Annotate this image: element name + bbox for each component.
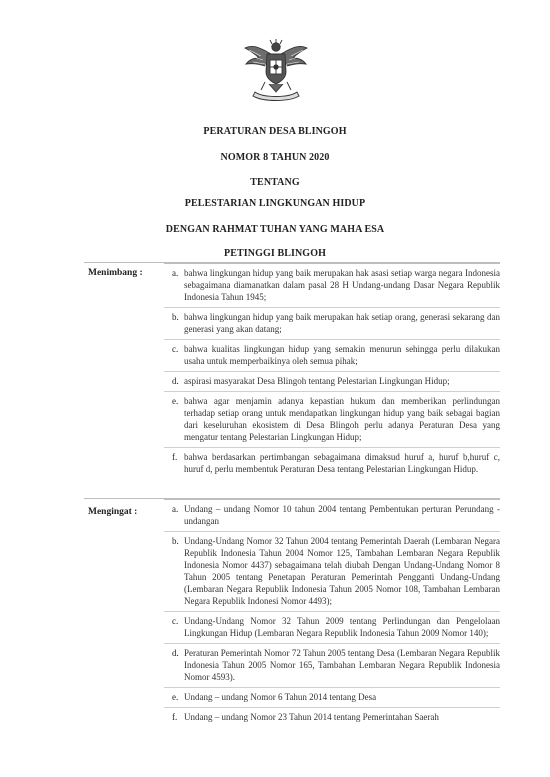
- item-text: bahwa agar menjamin adanya kepastian hukum dan memberikan perlindungan terhadap setiap orang untuk mendapatkan lingkungan hidup yang baik sebagai bagian dari keseluruhan ekosistem di Desa Blingoh perlu adanya Peraturan Desa yang mengatur tentang Pelestarian Lingkungan Hidup;: [184, 396, 500, 442]
- menimbang-list: [164, 263, 500, 479]
- item-letter: c.: [172, 344, 179, 354]
- item-letter: f.: [172, 712, 178, 722]
- mengingat-label: Mengingat :: [88, 507, 138, 517]
- item-letter: a.: [172, 504, 179, 514]
- item-letter: b.: [172, 312, 179, 322]
- menimbang-label: Menimbang :: [88, 268, 143, 278]
- grace-heading: DENGAN RAHMAT TUHAN YANG MAHA ESA: [165, 224, 385, 235]
- item-letter: e.: [172, 396, 179, 406]
- item-letter: c.: [172, 616, 179, 626]
- list-item: [164, 447, 500, 479]
- item-letter: b.: [172, 536, 179, 546]
- garuda-emblem-icon: [241, 38, 311, 102]
- list-item: [164, 643, 500, 687]
- item-text: Undang-Undang Nomor 32 Tahun 2009 tentang Perlindungan dan Pengelolaan Lingkungan Hidup (Lembaran Negara Republik Indonesia Tahun 2009 Nomor 140);: [184, 616, 500, 638]
- item-text: Undang – undang Nomor 23 Tahun 2014 tentang Pemerintahan Saerah: [184, 712, 439, 722]
- list-item: [164, 687, 500, 707]
- item-letter: f.: [172, 452, 178, 462]
- list-item: [164, 371, 500, 391]
- list-item: [164, 499, 500, 531]
- list-item: [164, 307, 500, 339]
- list-item: [164, 531, 500, 611]
- list-item: [164, 263, 500, 307]
- regulation-title: PERATURAN DESA BLINGOH: [203, 126, 347, 137]
- item-letter: d.: [172, 376, 179, 386]
- list-item: [164, 339, 500, 371]
- regulation-subject: PELESTARIAN LINGKUNGAN HIDUP: [184, 198, 366, 209]
- item-text: bahwa lingkungan hidup yang baik merupakan hak setiap orang, generasi sekarang dan generasi yang akan datang;: [184, 312, 500, 334]
- regulation-number: NOMOR 8 TAHUN 2020: [220, 152, 330, 163]
- item-text: Undang – undang Nomor 6 Tahun 2014 tentang Desa: [184, 692, 377, 702]
- item-text: Undang-Undang Nomor 32 Tahun 2004 tentang Pemerintah Daerah (Lembaran Negara Republik Indonesia Tahun 2004 Nomor 125, Tambahan Lembaran Negara Republik Indonesia Nomor 4437) sebagaimana telah diubah Dengan Undang-Undang Nomor 8 Tahun 2005 tentang Penetapan Peraturan Pemerintah Pengganti Undang-Undang (Lembaran Negara Republik Indonesia Tahun 2005 Nomor 108, Tambahan Lembaran Negara Republik Indonesi Nomor 4493);: [184, 536, 500, 606]
- item-text: Undang – undang Nomor 10 tahun 2004 tentang Pembentukan perturan Perundang - undangan: [184, 504, 500, 526]
- list-item: [164, 611, 500, 643]
- list-item: [164, 707, 500, 727]
- item-letter: d.: [172, 648, 179, 658]
- item-text: bahwa berdasarkan pertimbangan sebagaimana dimaksud huruf a, huruf b,huruf c, huruf d, perlu membentuk Peraturan Desa tentang Pelestarian Lingkungan Hidup.: [184, 452, 500, 474]
- item-text: bahwa kualitas lingkungan hidup yang semakin menurun sehingga perlu dilakukan usaha untuk memperbaikinya oleh semua pihak;: [184, 344, 500, 366]
- authority-heading: PETINGGI BLINGOH: [224, 248, 326, 259]
- item-text: bahwa lingkungan hidup yang baik merupakan hak asasi setiap warga negara Indonesia sebagaimana diamanatkan dalam pasal 28 H Undang-undang Dasar Negara Republik Indonesia Tahun 1945;: [184, 268, 500, 302]
- about-heading: TENTANG: [250, 177, 300, 188]
- item-letter: a.: [172, 268, 179, 278]
- mengingat-list: [164, 499, 500, 727]
- list-item: [164, 391, 500, 447]
- item-text: Peraturan Pemerintah Nomor 72 Tahun 2005 tentang Desa (Lembaran Negara Republik Indonesia Tahun 2005 Nomor 165, Tambahan Lembaran Negara Republik Indonesia Nomor 4593).: [184, 648, 500, 682]
- item-text: aspirasi masyarakat Desa Blingoh tentang Pelestarian Lingkungan Hidup;: [184, 376, 450, 386]
- item-letter: e.: [172, 692, 179, 702]
